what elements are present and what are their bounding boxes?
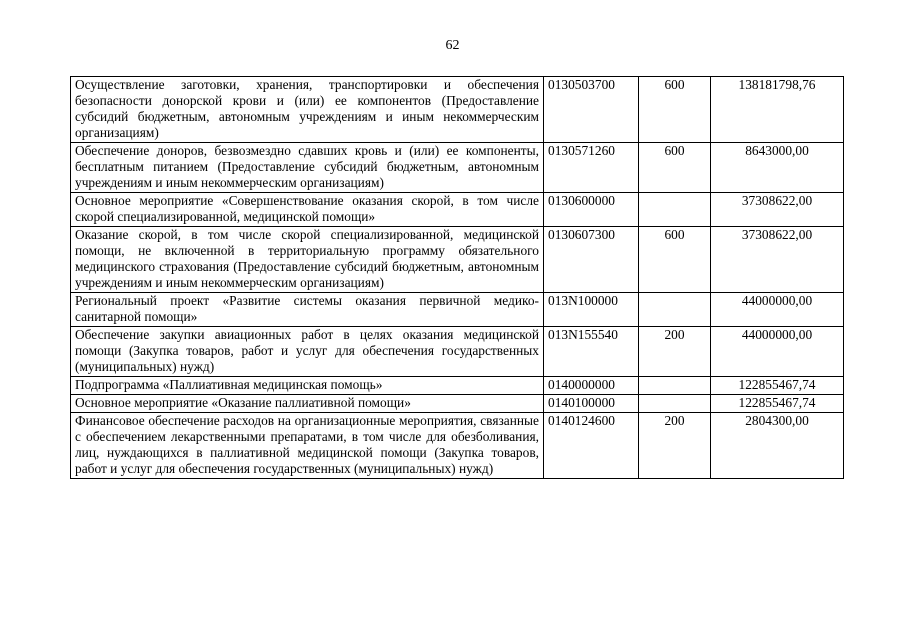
table-row — [71, 377, 844, 395]
row-expense-type: 600 — [639, 77, 711, 143]
row-name: Оказание скорой, в том числе скорой специализированной, медицинской помощи, не включенной в территориальную программу обязательного медицинского страхования (Предоставление субсидий бюджетным, автономным учреждениям и иным некоммерческим организациям) — [71, 227, 544, 293]
table-row — [71, 193, 844, 227]
table-row — [71, 77, 844, 143]
row-expense-type — [639, 293, 711, 327]
budget-table — [70, 76, 844, 479]
row-sum: 37308622,00 — [711, 227, 844, 293]
row-name: Обеспечение доноров, безвозмездно сдавших кровь и (или) ее компоненты, бесплатным питанием (Предоставление субсидий бюджетным, автономным учреждениям и иным некоммерческим организациям) — [71, 143, 544, 193]
row-sum: 44000000,00 — [711, 327, 844, 377]
row-expense-type: 600 — [639, 227, 711, 293]
row-name: Финансовое обеспечение расходов на организационные мероприятия, связанные с обеспечением лекарственными препаратами, в том числе для обезболивания, лиц, нуждающихся в паллиативной медицинской помощи (Закупка товаров, работ и услуг для обеспечения государственных (муниципальных) нужд) — [71, 413, 544, 479]
row-code: 0140100000 — [544, 395, 639, 413]
table-row — [71, 227, 844, 293]
table-row — [71, 413, 844, 479]
row-sum: 44000000,00 — [711, 293, 844, 327]
row-code: 0130600000 — [544, 193, 639, 227]
row-expense-type: 200 — [639, 327, 711, 377]
row-name: Обеспечение закупки авиационных работ в целях оказания медицинской помощи (Закупка товаров, работ и услуг для обеспечения государственных (муниципальных) нужд) — [71, 327, 544, 377]
row-sum: 122855467,74 — [711, 395, 844, 413]
row-code: 0130503700 — [544, 77, 639, 143]
row-code: 013N155540 — [544, 327, 639, 377]
row-code: 0140000000 — [544, 377, 639, 395]
table-row — [71, 395, 844, 413]
row-name: Основное мероприятие «Оказание паллиативной помощи» — [71, 395, 544, 413]
row-sum: 8643000,00 — [711, 143, 844, 193]
page-number: 62 — [445, 38, 460, 53]
row-sum: 138181798,76 — [711, 77, 844, 143]
row-code: 013N100000 — [544, 293, 639, 327]
row-name: Осуществление заготовки, хранения, транспортировки и обеспечения безопасности донорской крови и (или) ее компонентов (Предоставление субсидий бюджетным, автономным учреждениям и иным некоммерческим организациям) — [71, 77, 544, 143]
row-expense-type — [639, 395, 711, 413]
row-code: 0140124600 — [544, 413, 639, 479]
row-sum: 122855467,74 — [711, 377, 844, 395]
row-expense-type — [639, 193, 711, 227]
row-sum: 2804300,00 — [711, 413, 844, 479]
table-row — [71, 293, 844, 327]
row-expense-type: 600 — [639, 143, 711, 193]
row-code: 0130607300 — [544, 227, 639, 293]
row-code: 0130571260 — [544, 143, 639, 193]
table-row — [71, 327, 844, 377]
row-expense-type — [639, 377, 711, 395]
row-name: Региональный проект «Развитие системы оказания первичной медико-санитарной помощи» — [71, 293, 544, 327]
table-row — [71, 143, 844, 193]
row-expense-type: 200 — [639, 413, 711, 479]
row-name: Основное мероприятие «Совершенствование оказания скорой, в том числе скорой специализированной, медицинской помощи» — [71, 193, 544, 227]
row-name: Подпрограмма «Паллиативная медицинская помощь» — [71, 377, 544, 395]
row-sum: 37308622,00 — [711, 193, 844, 227]
